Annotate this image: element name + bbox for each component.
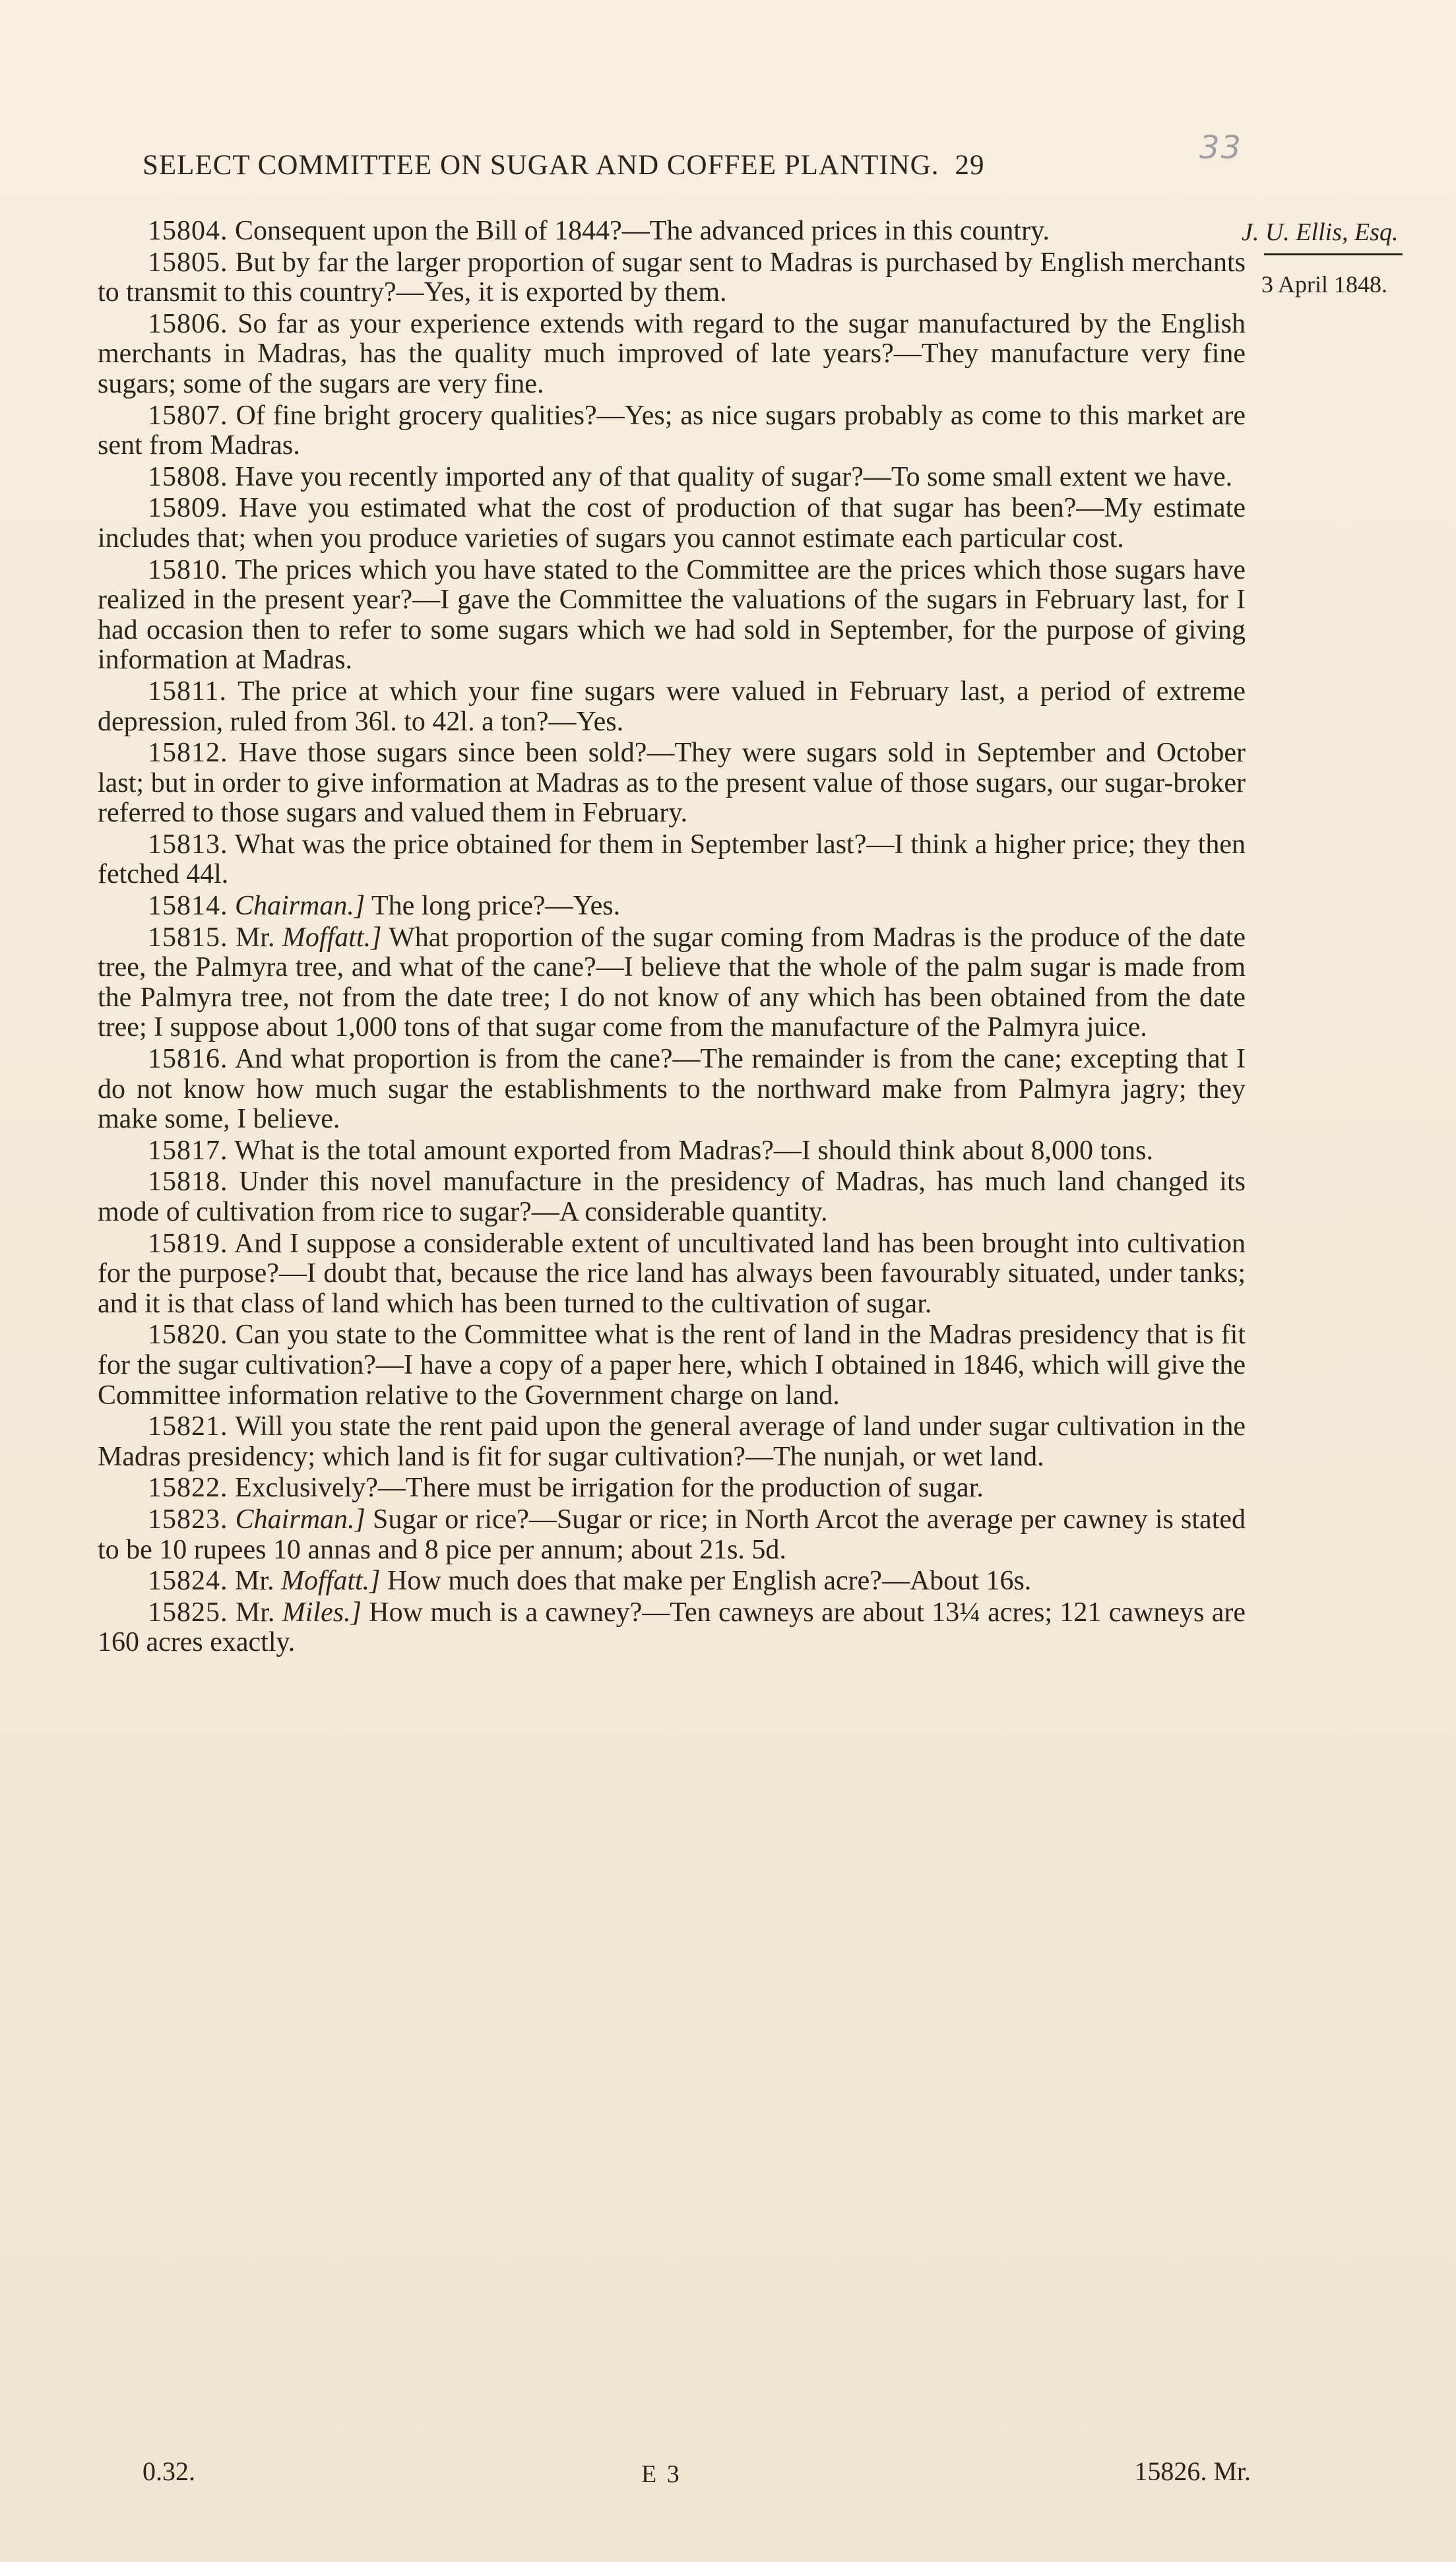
paragraph-text: What is the total amount exported from Madras?—I should think about 8,000 tons.	[234, 1135, 1153, 1166]
testimony-paragraph	[98, 738, 1246, 829]
running-header	[142, 149, 1231, 181]
testimony-paragraph	[98, 1473, 1246, 1504]
speaker-prefix: Mr.	[235, 922, 275, 953]
footer-left-mark: 0.32.	[142, 2456, 195, 2486]
testimony-paragraph	[98, 1167, 1246, 1227]
footer-catchword: 15826. Mr.	[1134, 2456, 1251, 2486]
paragraph-text: The long price?—Yes.	[371, 891, 621, 922]
paragraph-text: But by far the larger proportion of sugar sent to Madras is purchased by English merchants to transmit to this country?—Yes, it is exported by them.	[98, 247, 1246, 308]
testimony-paragraph	[98, 1598, 1246, 1658]
question-number: 15808.	[148, 461, 228, 492]
testimony-paragraph	[98, 556, 1246, 676]
question-number: 15807.	[148, 400, 228, 431]
testimony-paragraph	[98, 248, 1246, 308]
question-number: 15824.	[148, 1566, 228, 1597]
paragraph-text: Have you estimated what the cost of production of that sugar has been?—My estimate includes that; when you produce varieties of sugars you cannot estimate each particular cost.	[98, 493, 1246, 554]
question-number: 15811.	[148, 676, 227, 707]
paragraph-text: What proportion of the sugar coming from Madras is the produce of the date tree, the Palmyra tree, and what of the cane?—I believe that the whole of the palm sugar is made from the Palmyra tree, not from the date tree; I do not know of any which has been obtained from the date tree; I suppose about 1,000 tons of that sugar come from the manufacture of the Palmyra juice.	[98, 922, 1246, 1043]
testimony-paragraph	[98, 1412, 1246, 1472]
page-number: 29	[955, 150, 985, 181]
question-number: 15804.	[148, 216, 228, 246]
testimony-body	[98, 216, 1246, 1659]
question-number: 15815.	[148, 922, 228, 953]
paragraph-text: Under this novel manufacture in the presidency of Madras, has much land changed its mode of cultivation from rice to sugar?—A considerable quantity.	[98, 1167, 1246, 1227]
paragraph-text: Consequent upon the Bill of 1844?—The advanced prices in this country.	[235, 216, 1050, 246]
question-number: 15806.	[148, 308, 228, 339]
paragraph-text: Have those sugars since been sold?—They were sugars sold in September and October last; but in order to give information at Madras as to the present value of those sugars, our sugar-broker referred to those sugars and valued them in February.	[98, 738, 1246, 829]
page-footer	[142, 2456, 1251, 2495]
testimony-paragraph	[98, 1136, 1246, 1167]
paragraph-text: So far as your experience extends with regard to the sugar manufactured by the English merchants in Madras, has the quality much improved of late years?—They manufacture very fine sugars; some of the sugars are very fine.	[98, 308, 1246, 399]
paragraph-text: Of fine bright grocery qualities?—Yes; as nice sugars probably as come to this market are sent from Madras.	[98, 400, 1246, 461]
question-number: 15821.	[148, 1411, 228, 1442]
testimony-paragraph	[98, 216, 1246, 247]
question-number: 15805.	[148, 247, 228, 278]
testimony-paragraph	[98, 1505, 1246, 1565]
speaker-name: Moffatt.]	[281, 1566, 381, 1597]
paragraph-text: How much is a cawney?—Ten cawneys are about 13¼ acres; 121 cawneys are 160 acres exactly.	[98, 1597, 1246, 1658]
question-number: 15813.	[148, 829, 228, 860]
testimony-paragraph	[98, 1320, 1246, 1411]
question-number: 15814.	[148, 891, 228, 922]
question-number: 15820.	[148, 1320, 228, 1351]
paragraph-text: Have you recently imported any of that quality of sugar?—To some small extent we have.	[235, 461, 1233, 492]
testimony-paragraph	[98, 463, 1246, 493]
margin-date: 3 April 1848.	[1261, 271, 1388, 298]
speaker-name: Miles.]	[282, 1597, 362, 1628]
speaker-prefix: Mr.	[235, 1597, 275, 1628]
footer-signature-mark: E 3	[641, 2460, 681, 2488]
question-number: 15812.	[148, 738, 228, 769]
paragraph-text: Can you state to the Committee what is the rent of land in the Madras presidency that is fit for the sugar cultivation?—I have a copy of a paper here, which I obtained in 1846, which will give the Committee information relative to the Government charge on land.	[98, 1320, 1246, 1411]
paragraph-text: Will you state the rent paid upon the general average of land under sugar cultivation in the Madras presidency; which land is fit for sugar cultivation?—The nunjah, or wet land.	[98, 1411, 1246, 1472]
paragraph-text: The price at which your fine sugars were valued in February last, a period of extreme depression, ruled from 36l. to 42l. a ton?—Yes.	[98, 676, 1246, 737]
question-number: 15823.	[148, 1504, 228, 1535]
speaker-name: Moffatt.]	[282, 922, 382, 953]
question-number: 15817.	[148, 1135, 228, 1166]
paragraph-text: How much does that make per English acre?—About 16s.	[387, 1566, 1032, 1597]
paragraph-text: Exclusively?—There must be irrigation for the production of sugar.	[235, 1473, 984, 1504]
question-number: 15819.	[148, 1228, 228, 1259]
handwritten-page-mark: 33	[1199, 129, 1243, 166]
question-number: 15818.	[148, 1167, 228, 1198]
question-number: 15822.	[148, 1473, 228, 1504]
testimony-paragraph	[98, 891, 1246, 922]
testimony-paragraph	[98, 1566, 1246, 1597]
testimony-paragraph	[98, 830, 1246, 890]
header-title: SELECT COMMITTEE ON SUGAR AND COFFEE PLANTING.	[142, 150, 939, 181]
speaker-name: Chairman.]	[235, 891, 365, 922]
testimony-paragraph	[98, 1229, 1246, 1320]
testimony-paragraph	[98, 494, 1246, 554]
paragraph-text: And what proportion is from the cane?—The remainder is from the cane; excepting that I do not know how much sugar the establishments to the northward make from Palmyra jagry; they make some, I believe.	[98, 1044, 1246, 1135]
question-number: 15825.	[148, 1597, 228, 1628]
paragraph-text: Sugar or rice?—Sugar or rice; in North Arcot the average per cawney is stated to be 10 rupees 10 annas and 8 pice per annum; about 21s. 5d.	[98, 1504, 1246, 1565]
testimony-paragraph	[98, 1044, 1246, 1135]
paragraph-text: And I suppose a considerable extent of uncultivated land has been brought into cultivation for the purpose?—I doubt that, because the rice land has always been favourably situated, under tanks; and it is that class of land which has been turned to the cultivation of sugar.	[98, 1228, 1246, 1319]
testimony-paragraph	[98, 677, 1246, 737]
testimony-paragraph	[98, 309, 1246, 400]
speaker-prefix: Mr.	[235, 1566, 274, 1597]
margin-rule	[1264, 253, 1403, 255]
testimony-paragraph	[98, 923, 1246, 1043]
speaker-name: Chairman.]	[235, 1504, 365, 1535]
testimony-paragraph	[98, 401, 1246, 461]
question-number: 15809.	[148, 493, 228, 524]
question-number: 15810.	[148, 554, 228, 585]
margin-witness-name: J. U. Ellis, Esq.	[1242, 218, 1399, 246]
paragraph-text: What was the price obtained for them in September last?—I think a higher price; they then fetched 44l.	[98, 829, 1246, 890]
question-number: 15816.	[148, 1044, 228, 1075]
paragraph-text: The prices which you have stated to the Committee are the prices which those sugars have realized in the present year?—I gave the Committee the valuations of the sugars in February last, for I had occasion then to refer to some sugars which we had sold in September, for the purpose of giving information at Madras.	[98, 554, 1246, 676]
